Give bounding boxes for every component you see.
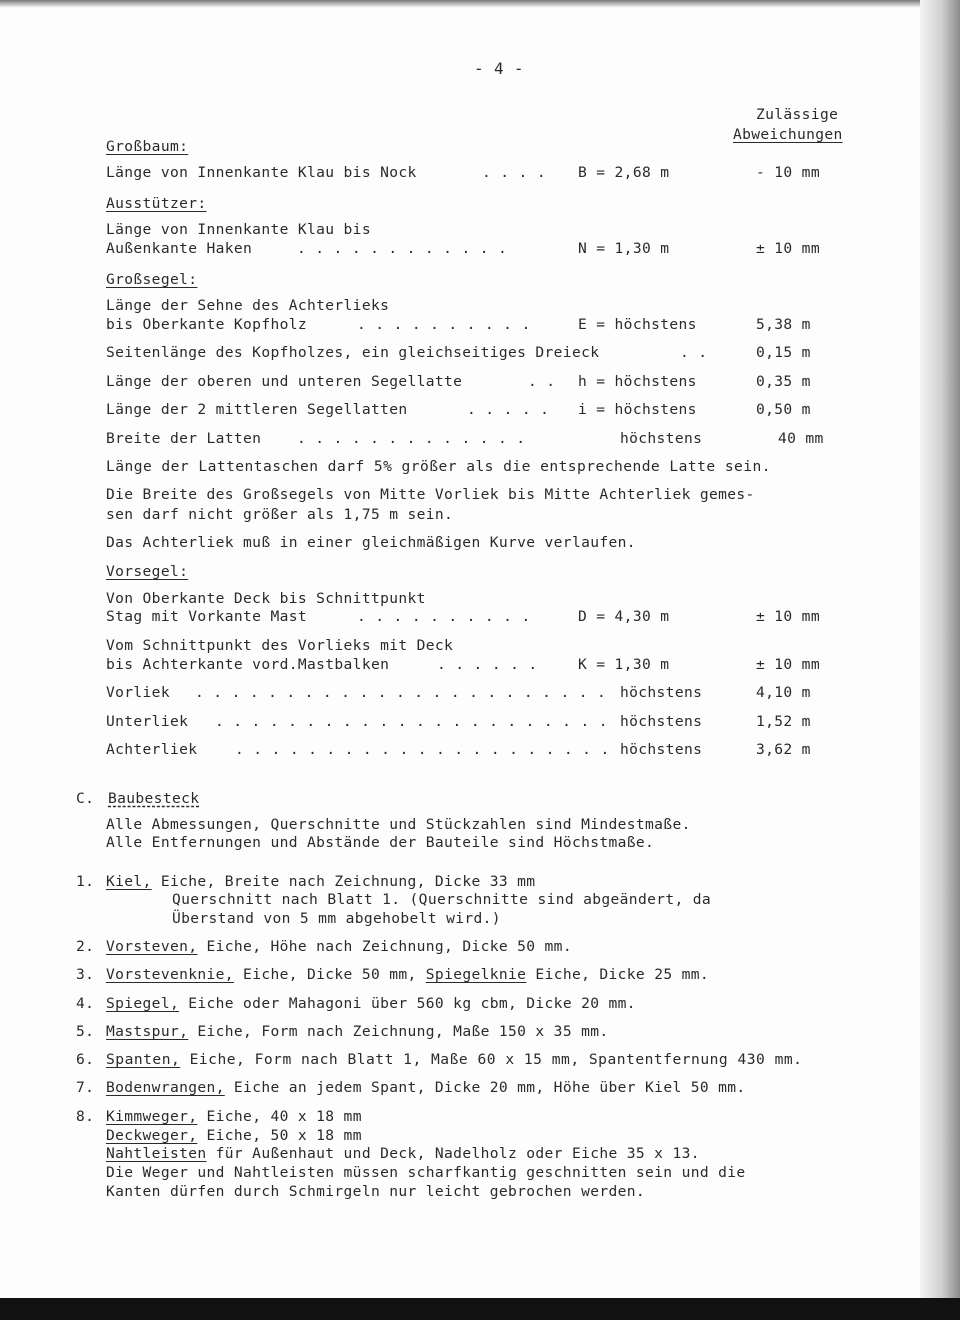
- leader-dots: . . . . . . . . . .: [357, 608, 531, 625]
- section-title-grosssegel: Großsegel:: [106, 271, 198, 288]
- item-term-mastspur: Mastspur,: [106, 1023, 189, 1040]
- grosssegel-r4-value: i = höchstens: [578, 401, 697, 418]
- grosssegel-r1-label-line2: bis Oberkante Kopfholz: [106, 316, 307, 333]
- vorsegel-r3-tolerance: 4,10 m: [756, 684, 811, 701]
- leader-dots: . . . . . .: [437, 656, 538, 673]
- grossbaum-row-value: B = 2,68 m: [578, 164, 670, 181]
- grosssegel-r1-tolerance: 5,38 m: [756, 316, 811, 333]
- item-term-spiegel: Spiegel,: [106, 995, 180, 1012]
- leader-dots: . . . . . . . . . . . . . . . . . . . . . . .: [195, 684, 607, 701]
- section-title-ausstuetzer: Ausstützer:: [106, 195, 207, 212]
- item-text-vorsteven: Eiche, Höhe nach Zeichnung, Dicke 50 mm.: [197, 938, 572, 955]
- item-text-kiel: Eiche, Breite nach Zeichnung, Dicke 33 mm: [151, 873, 536, 890]
- vorsegel-r1-label-line1: Von Oberkante Deck bis Schnittpunkt: [106, 590, 426, 607]
- section-c-intro-line1: Alle Abmessungen, Querschnitte und Stückzahlen sind Mindestmaße.: [106, 816, 691, 833]
- ausstuetzer-row-label-line1: Länge von Innenkante Klau bis: [106, 221, 371, 238]
- vorsegel-r2-label-line1: Vom Schnittpunkt des Vorlieks mit Deck: [106, 637, 454, 654]
- grosssegel-r4-label: Länge der 2 mittleren Segellatten: [106, 401, 408, 418]
- page-number: - 4 -: [474, 59, 524, 78]
- scan-top-edge: [0, 0, 960, 8]
- item-term-kiel: Kiel,: [106, 873, 152, 890]
- ausstuetzer-row-tolerance: ± 10 mm: [756, 240, 820, 257]
- vorsegel-r3-value: höchstens: [620, 684, 703, 701]
- ausstuetzer-row-label-line2: Außenkante Haken: [106, 240, 253, 257]
- item-8-line5: Kanten dürfen durch Schmirgeln nur leicht gebrochen werden.: [106, 1183, 646, 1200]
- vorsegel-r1-value: D = 4,30 m: [578, 608, 670, 625]
- item-term-bodenwrangen: Bodenwrangen,: [106, 1079, 225, 1096]
- scan-bottom-edge: [0, 1298, 960, 1320]
- grosssegel-r3-label: Länge der oberen und unteren Segellatte: [106, 373, 463, 390]
- vorsegel-r5-tolerance: 3,62 m: [756, 741, 811, 758]
- leader-dots: . . . . . . . . . . . . . . . . . . . . .: [235, 741, 610, 758]
- vorsegel-r2-label-line2: bis Achterkante vord.Mastbalken: [106, 656, 390, 673]
- grosssegel-r3-value: h = höchstens: [578, 373, 697, 390]
- section-c-letter: C.: [76, 790, 95, 807]
- vorsegel-r2-value: K = 1,30 m: [578, 656, 670, 673]
- vorsegel-r5-value: höchstens: [620, 741, 703, 758]
- leader-dots: . . . . . . . . . .: [357, 316, 531, 333]
- item-number: 5.: [76, 1023, 95, 1040]
- vorsegel-r2-tolerance: ± 10 mm: [756, 656, 820, 673]
- item-text-kimmweger: Eiche, 40 x 18 mm: [197, 1108, 362, 1125]
- grosssegel-paragraph-3: Das Achterliek muß in einer gleichmäßigen Kurve verlaufen.: [106, 534, 636, 551]
- item-kiel-sub-line1: Querschnitt nach Blatt 1. (Querschnitte sind abgeändert, da: [172, 891, 712, 908]
- grosssegel-paragraph-1: Länge der Lattentaschen darf 5% größer als die entsprechende Latte sein.: [106, 458, 772, 475]
- item-number: 2.: [76, 938, 95, 955]
- item-text-spiegelknie: Eiche, Dicke 25 mm.: [526, 966, 710, 983]
- leader-dots: . . . . . . . . . . . . .: [297, 430, 526, 447]
- grosssegel-r5-label: Breite der Latten: [106, 430, 262, 447]
- grosssegel-r2-tolerance: 0,15 m: [756, 344, 811, 361]
- grosssegel-r4-tolerance: 0,50 m: [756, 401, 811, 418]
- grossbaum-row-label: Länge von Innenkante Klau bis Nock: [106, 164, 417, 181]
- item-term-nahtleisten: Nahtleisten: [106, 1145, 207, 1162]
- vorsegel-r4-tolerance: 1,52 m: [756, 713, 811, 730]
- vorsegel-r1-label-line2: Stag mit Vorkante Mast: [106, 608, 307, 625]
- item-text-spiegel: Eiche oder Mahagoni über 560 kg cbm, Dicke 20 mm.: [179, 995, 636, 1012]
- vorsegel-r3-label: Vorliek: [106, 684, 170, 701]
- item-kiel-sub-line2: Überstand von 5 mm abgehobelt wird.): [172, 910, 501, 927]
- item-number: 1.: [76, 873, 95, 890]
- grosssegel-paragraph-2-line2: sen darf nicht größer als 1,75 m sein.: [106, 506, 454, 523]
- vorsegel-r1-tolerance: ± 10 mm: [756, 608, 820, 625]
- item-number: 6.: [76, 1051, 95, 1068]
- item-number: 8.: [76, 1108, 95, 1125]
- section-title-vorsegel: Vorsegel:: [106, 563, 189, 580]
- item-text-vorstevenknie: Eiche, Dicke 50 mm,: [233, 966, 426, 983]
- section-c-intro-line2: Alle Entfernungen und Abstände der Bauteile sind Höchstmaße.: [106, 834, 655, 851]
- leader-dots: . . . .: [482, 164, 546, 181]
- leader-dots: . .: [680, 344, 708, 361]
- item-8-line4: Die Weger und Nahtleisten müssen scharfkantig geschnitten sein und die: [106, 1164, 746, 1181]
- vorsegel-r4-label: Unterliek: [106, 713, 189, 730]
- item-text-bodenwrangen: Eiche an jedem Spant, Dicke 20 mm, Höhe über Kiel 50 mm.: [224, 1079, 746, 1096]
- section-title-grossbaum: Großbaum:: [106, 138, 189, 155]
- leader-dots: . . . . . . . . . . . .: [297, 240, 508, 257]
- item-text-mastspur: Eiche, Form nach Zeichnung, Maße 150 x 35 mm.: [188, 1023, 609, 1040]
- grosssegel-r2-label: Seitenlänge des Kopfholzes, ein gleichseitiges Dreieck: [106, 344, 600, 361]
- item-number: 7.: [76, 1079, 95, 1096]
- grossbaum-row-tolerance: - 10 mm: [756, 164, 820, 181]
- grosssegel-r1-value: E = höchstens: [578, 316, 697, 333]
- grosssegel-r1-label-line1: Länge der Sehne des Achterlieks: [106, 297, 390, 314]
- leader-dots: . .: [528, 373, 556, 390]
- tolerance-header-line1: Zulässige: [756, 106, 839, 123]
- item-term-spiegelknie: Spiegelknie: [425, 966, 527, 983]
- item-term-kimmweger: Kimmweger,: [106, 1108, 198, 1125]
- grosssegel-paragraph-2-line1: Die Breite des Großsegels von Mitte Vorliek bis Mitte Achterliek gemes-: [106, 486, 755, 503]
- section-c-title: Baubesteck: [108, 790, 200, 807]
- item-number: 3.: [76, 966, 95, 983]
- leader-dots: . . . . .: [467, 401, 550, 418]
- grosssegel-r5-tolerance: 40 mm: [778, 430, 824, 447]
- item-term-spanten: Spanten,: [106, 1051, 181, 1068]
- item-term-deckweger: Deckweger,: [106, 1127, 198, 1144]
- item-text-deckweger: Eiche, 50 x 18 mm: [197, 1127, 362, 1144]
- tolerance-header-line2: Abweichungen: [733, 126, 843, 143]
- item-text-nahtleisten: für Außenhaut und Deck, Nadelholz oder Eiche 35 x 13.: [206, 1145, 700, 1162]
- scan-right-edge: [920, 0, 960, 1300]
- grosssegel-r5-value: höchstens: [620, 430, 703, 447]
- item-text-spanten: Eiche, Form nach Blatt 1, Maße 60 x 15 mm, Spantentfernung 430 mm.: [180, 1051, 803, 1068]
- ausstuetzer-row-value: N = 1,30 m: [578, 240, 670, 257]
- vorsegel-r5-label: Achterliek: [106, 741, 198, 758]
- item-term-vorstevenknie: Vorstevenknie,: [106, 966, 234, 983]
- item-term-vorsteven: Vorsteven,: [106, 938, 198, 955]
- leader-dots: . . . . . . . . . . . . . . . . . . . . . .: [215, 713, 608, 730]
- grosssegel-r3-tolerance: 0,35 m: [756, 373, 811, 390]
- item-number: 4.: [76, 995, 95, 1012]
- vorsegel-r4-value: höchstens: [620, 713, 703, 730]
